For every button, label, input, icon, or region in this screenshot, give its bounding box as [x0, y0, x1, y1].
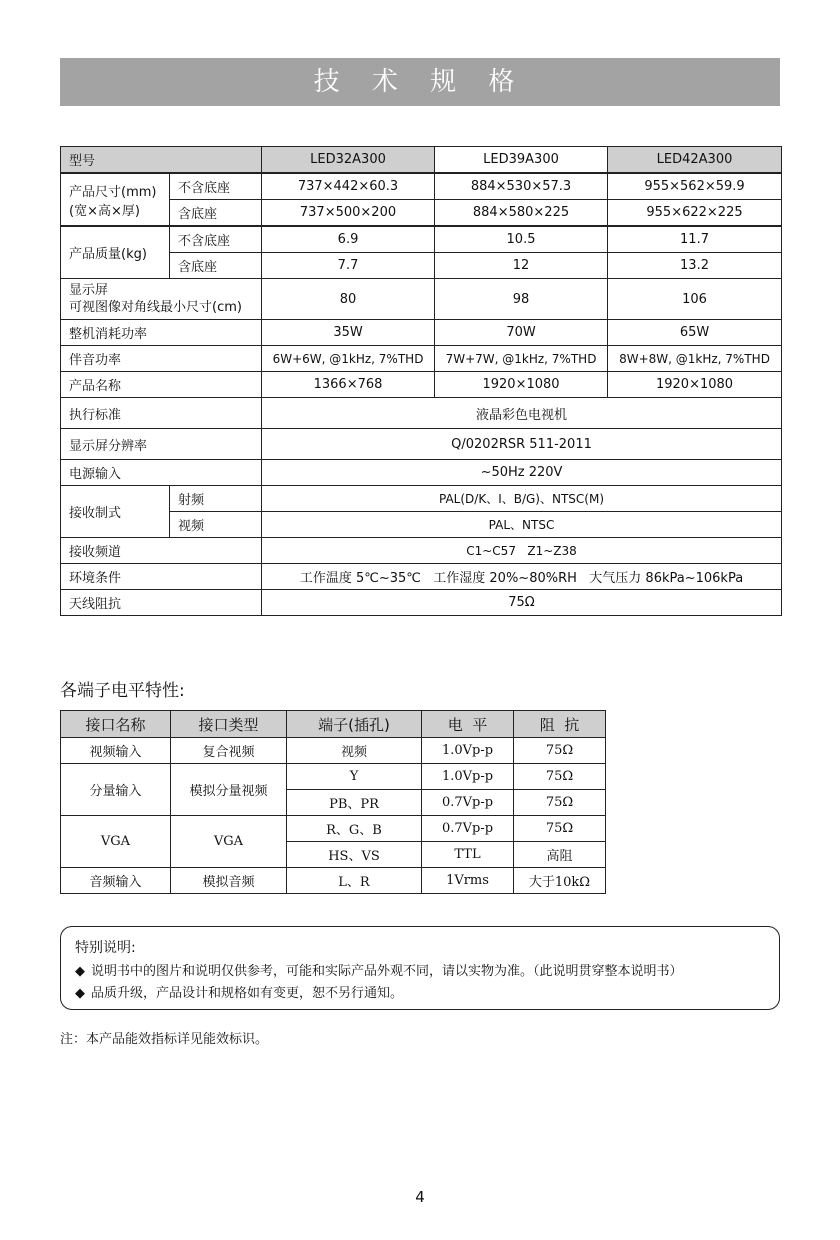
size-row-without-base — [61, 173, 782, 200]
cell-value: 8W+8W, @1kHz, 7%THD — [608, 346, 782, 372]
cell-value: 1920×1080 — [435, 372, 608, 398]
port-impedance: 75Ω — [514, 816, 606, 842]
resolution-row — [61, 429, 782, 460]
cell-value: 1920×1080 — [608, 372, 782, 398]
cell-value: 75Ω — [262, 590, 782, 616]
ports-header-row — [61, 711, 606, 738]
port-name: VGA — [61, 816, 171, 868]
cell-value: 955×622×225 — [608, 200, 782, 227]
cell-value: 955×562×59.9 — [608, 173, 782, 200]
port-impedance: 75Ω — [514, 790, 606, 816]
weight-row-with-base — [61, 253, 782, 279]
standard-row — [61, 398, 782, 429]
footnote: 注：本产品能效指标详见能效标识。 — [60, 1032, 269, 1047]
reception-rf-row — [61, 486, 782, 512]
cell-value: 7.7 — [262, 253, 435, 279]
cell-value: 106 — [608, 279, 782, 320]
column-header: 阻 抗 — [514, 711, 606, 738]
cell-value: 7W+7W, @1kHz, 7%THD — [435, 346, 608, 372]
antenna-row — [61, 590, 782, 616]
port-impedance: 75Ω — [514, 738, 606, 764]
page-number: 4 — [415, 1188, 425, 1206]
row-label: 天线阻抗 — [61, 590, 262, 616]
port-name: 音频输入 — [61, 868, 171, 894]
port-terminal: Y — [287, 764, 422, 790]
sub-label: 视频 — [170, 512, 262, 538]
cell-value: 12 — [435, 253, 608, 279]
diamond-bullet-icon: ◆ — [75, 964, 85, 979]
row-label: 环境条件 — [61, 564, 262, 590]
audio-power-row — [61, 346, 782, 372]
port-level: 1.0Vp-p — [422, 764, 514, 790]
cell-value: Q/0202RSR 511-2011 — [262, 429, 782, 460]
cell-value: PAL、NTSC — [262, 512, 782, 538]
cell-value: 80 — [262, 279, 435, 320]
cell-value: 6.9 — [262, 226, 435, 253]
product-name-row — [61, 372, 782, 398]
port-type: 模拟音频 — [171, 868, 287, 894]
special-note-item: ◆ 品质升级，产品设计和规格如有变更，恕不另行通知。 — [75, 986, 404, 1001]
page-title: 技 术 规 格 — [60, 58, 780, 106]
row-label: 接收制式 — [61, 486, 170, 538]
port-type: 模拟分量视频 — [171, 764, 287, 816]
power-input-row — [61, 460, 782, 486]
reception-video-row — [61, 512, 782, 538]
port-level: 1.0Vp-p — [422, 738, 514, 764]
port-terminal: L、R — [287, 868, 422, 894]
cell-value: 65W — [608, 320, 782, 346]
row-label: 伴音功率 — [61, 346, 262, 372]
port-level: TTL — [422, 842, 514, 868]
port-impedance: 高阻 — [514, 842, 606, 868]
cell-value: 1366×768 — [262, 372, 435, 398]
port-impedance: 大于10kΩ — [514, 868, 606, 894]
sub-label: 不含底座 — [170, 173, 262, 200]
row-label: 接收频道 — [61, 538, 262, 564]
port-terminal: PB、PR — [287, 790, 422, 816]
row-label: 执行标准 — [61, 398, 262, 429]
sub-label: 含底座 — [170, 253, 262, 279]
cell-value: 884×580×225 — [435, 200, 608, 227]
cell-value: 98 — [435, 279, 608, 320]
cell-value: 737×442×60.3 — [262, 173, 435, 200]
screen-label: 显示屏 可视图像对角线最小尺寸(cm) — [61, 279, 262, 320]
port-name: 视频输入 — [61, 738, 171, 764]
ports-section-title: 各端子电平特性: — [60, 681, 185, 701]
column-header: 接口类型 — [171, 711, 287, 738]
special-note-item: ◆ 说明书中的图片和说明仅供参考，可能和实际产品外观不同，请以实物为准。（此说明贯穿整本说明书） — [75, 964, 683, 979]
channels-row — [61, 538, 782, 564]
ports-table — [60, 710, 606, 894]
cell-value: 13.2 — [608, 253, 782, 279]
table-row — [61, 764, 606, 790]
column-header: 端子(插孔) — [287, 711, 422, 738]
size-row-with-base — [61, 200, 782, 227]
cell-value: 6W+6W, @1kHz, 7%THD — [262, 346, 435, 372]
cell-value: C1~C57 Z1~Z38 — [262, 538, 782, 564]
cell-value: 737×500×200 — [262, 200, 435, 227]
weight-row-without-base — [61, 226, 782, 253]
special-note-box — [60, 926, 780, 1010]
row-label: 显示屏分辨率 — [61, 429, 262, 460]
column-header: 接口名称 — [61, 711, 171, 738]
sub-label: 射频 — [170, 486, 262, 512]
special-note-title: 特别说明: — [75, 940, 136, 956]
size-label: 产品尺寸(mm) (宽×高×厚) — [61, 173, 170, 226]
sub-label: 含底座 — [170, 200, 262, 227]
port-level: 0.7Vp-p — [422, 816, 514, 842]
port-terminal: 视频 — [287, 738, 422, 764]
diamond-bullet-icon: ◆ — [75, 986, 85, 1001]
model-name: LED39A300 — [435, 147, 608, 174]
port-type: 复合视频 — [171, 738, 287, 764]
cell-value: 工作温度 5℃~35℃ 工作湿度 20%~80%RH 大气压力 86kPa~106kPa — [262, 564, 782, 590]
port-level: 1Vrms — [422, 868, 514, 894]
port-terminal: HS、VS — [287, 842, 422, 868]
column-header: 电 平 — [422, 711, 514, 738]
cell-value: PAL(D/K、I、B/G)、NTSC(M) — [262, 486, 782, 512]
cell-value: ~50Hz 220V — [262, 460, 782, 486]
model-name: LED32A300 — [262, 147, 435, 174]
row-label: 电源输入 — [61, 460, 262, 486]
environment-row — [61, 564, 782, 590]
cell-value: 884×530×57.3 — [435, 173, 608, 200]
row-label: 整机消耗功率 — [61, 320, 262, 346]
port-level: 0.7Vp-p — [422, 790, 514, 816]
screen-row — [61, 279, 782, 320]
cell-value: 液晶彩色电视机 — [262, 398, 782, 429]
port-terminal: R、G、B — [287, 816, 422, 842]
table-row — [61, 868, 606, 894]
table-row — [61, 816, 606, 842]
row-label: 产品名称 — [61, 372, 262, 398]
model-name: LED42A300 — [608, 147, 782, 174]
cell-value: 70W — [435, 320, 608, 346]
spec-header-row — [61, 147, 782, 174]
cell-value: 11.7 — [608, 226, 782, 253]
cell-value: 35W — [262, 320, 435, 346]
power-consumption-row — [61, 320, 782, 346]
weight-label: 产品质量(kg) — [61, 226, 170, 279]
port-name: 分量输入 — [61, 764, 171, 816]
cell-value: 10.5 — [435, 226, 608, 253]
spec-table — [60, 146, 782, 616]
table-row — [61, 738, 606, 764]
port-type: VGA — [171, 816, 287, 868]
port-impedance: 75Ω — [514, 764, 606, 790]
sub-label: 不含底座 — [170, 226, 262, 253]
model-label: 型号 — [61, 147, 262, 174]
